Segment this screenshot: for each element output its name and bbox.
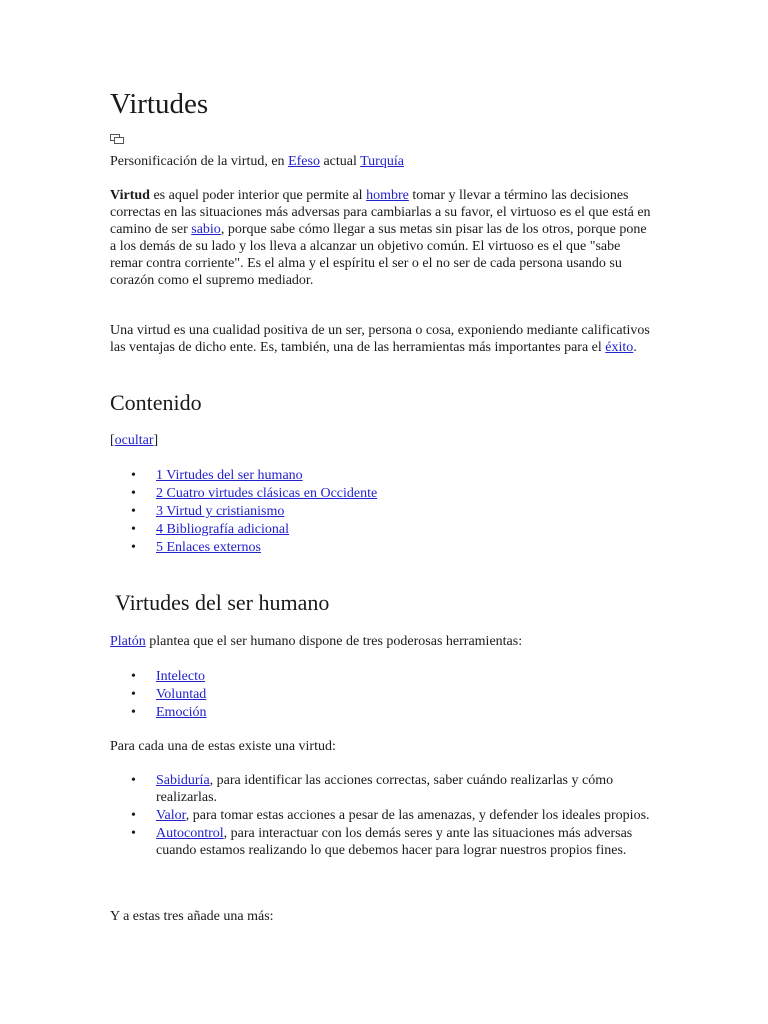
contents-heading: Contenido: [110, 390, 202, 415]
second-paragraph: Una virtud es una cualidad positiva de un ser, persona o cosa, exponiendo mediante calificativos las ventajas de dicho ente. Es, también, una de las herramientas más importantes para el éxito.: [110, 323, 650, 355]
list-item: [110, 686, 207, 704]
list-item: • Sabiduría, para identificar las acciones correctas, saber cuándo realizarlas y cómo realizarlas.: [110, 772, 660, 806]
link-intelecto[interactable]: Intelecto: [156, 669, 205, 684]
table-of-contents: [110, 467, 377, 557]
link-sabio[interactable]: sabio: [191, 222, 221, 237]
link-autocontrol[interactable]: Autocontrol: [156, 826, 224, 841]
toc-item: [110, 467, 377, 485]
link-platon[interactable]: Platón: [110, 634, 146, 649]
toc-link-1[interactable]: 1 Virtudes del ser humano: [156, 468, 303, 483]
toc-item: [110, 521, 377, 539]
link-hombre[interactable]: hombre: [366, 188, 409, 203]
virtues-intro: Para cada una de estas existe una virtud:: [110, 739, 336, 754]
list-item: [110, 668, 207, 686]
toc-link-4[interactable]: 4 Bibliografía adicional: [156, 522, 289, 537]
section-intro: Platón plantea que el ser humano dispone de tres poderosas herramientas:: [110, 634, 523, 649]
image-caption: Personificación de la virtud, en Efeso actual Turquía: [110, 154, 404, 169]
list-item: [110, 704, 207, 722]
link-sabiduria[interactable]: Sabiduría: [156, 773, 210, 788]
link-valor[interactable]: Valor: [156, 808, 186, 823]
link-turquia[interactable]: Turquía: [360, 154, 404, 169]
page-title: Virtudes: [110, 88, 209, 120]
link-voluntad[interactable]: Voluntad: [156, 687, 207, 702]
list-item: • Valor, para tomar estas acciones a pesar de las amenazas, y defender los ideales propios.: [110, 807, 660, 824]
link-emocion[interactable]: Emoción: [156, 705, 207, 720]
contents-toggle: [ocultar]: [110, 433, 159, 448]
toc-item: [110, 539, 377, 557]
link-exito[interactable]: éxito: [605, 340, 634, 355]
virtues-list: [110, 772, 660, 860]
link-efeso[interactable]: Efeso: [288, 154, 320, 169]
intro-paragraph: Virtud es aquel poder interior que permite al hombre tomar y llevar a término las decisiones correctas en las situaciones más adversas para cambiarlas a su favor, el virtuoso es el que está en camino de ser sabio, porque sabe cómo llegar a sus metas sin pisar las de los otros, porque pone a los demás de su lado y los lleva a alcanzar un objetivo común. El virtuoso es el que "sabe remar contra corriente". Es el alma y el espíritu el ser o el no ser de cada persona usando su corazón como el supremo mediador.: [110, 188, 651, 288]
toc-item: [110, 485, 377, 503]
closing-text: Y a estas tres añade una más:: [110, 909, 274, 924]
toc-link-3[interactable]: 3 Virtud y cristianismo: [156, 504, 285, 519]
image-placeholder-icon[interactable]: [110, 134, 124, 144]
tools-list: [110, 668, 207, 722]
toc-link-2[interactable]: 2 Cuatro virtudes clásicas en Occidente: [156, 486, 378, 501]
list-item: • Autocontrol, para interactuar con los demás seres y ante las situaciones más adversas cuando estamos realizando lo que debemos hacer para lograr nuestros propios fines.: [110, 825, 660, 859]
hide-contents-link[interactable]: ocultar: [114, 433, 154, 448]
toc-link-5[interactable]: 5 Enlaces externos: [156, 540, 261, 555]
toc-item: [110, 503, 377, 521]
section-heading: Virtudes del ser humano: [115, 590, 330, 615]
